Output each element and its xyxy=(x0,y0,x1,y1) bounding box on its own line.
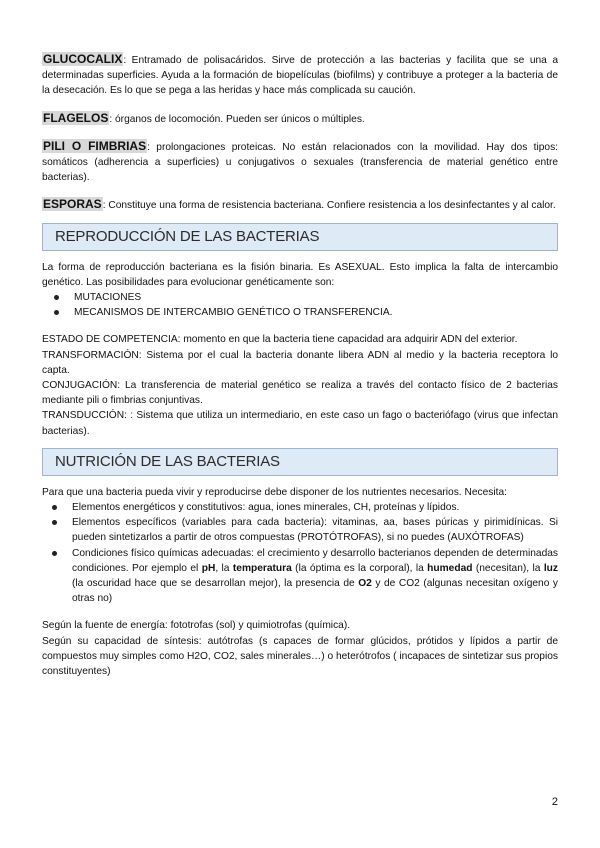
term-flagelos: FLAGELOS xyxy=(43,110,109,125)
text: y de CO2 (algunas necesitan oxígeno y otras no) xyxy=(72,578,558,605)
transduccion: TRANSDUCCIÓN: : Sistema que utiliza un intermediario, en este caso un fago o bacteriófago (virus que infectan bacterias). xyxy=(42,410,558,437)
definition-text: : Entramado de polisacáridos. Sirve de protección a las bacterias y facilita que se una a determinadas superficies. Ayuda a la formación de biopelículas (biofilms) y contribuye a proteger a la bacteria de la desecación. Es lo que se pega a las heridas y hace más complicada su caución. xyxy=(42,55,558,97)
text: (la óptima es la corporal), la xyxy=(291,562,428,574)
capacidad-sintesis: Según su capacidad de síntesis: autótrofas (s capaces de formar glúcidos, prótidos y lípidos a partir de compuestos muy simples como H2O, CO2, sales minerales…) o heterótrofos ( incapaces de sintetizar sus propios constituyentes) xyxy=(42,635,558,678)
text: (necesitan), la xyxy=(472,562,544,574)
bold-temperatura: temperatura xyxy=(232,562,292,574)
list-item: Elementos específicos (variables para cada bacteria): vitaminas, aa, bases púricas y pirimidínicas. Si pueden sintetizarlos a partir de otros compuestas (PROTÓTROFAS), si no puedes (AUXÓTROFAS) xyxy=(72,515,558,545)
transformacion: TRANSFORMACIÓN: Sistema por el cual la bacteria donante libera ADN al medio y la bacteria receptora lo capta. xyxy=(42,349,558,376)
definition-esporas xyxy=(42,197,558,213)
bold-ph: pH xyxy=(201,562,216,574)
term-glucocalix: GLUCOCALIX xyxy=(43,52,123,66)
reproduccion-list xyxy=(42,290,558,320)
definition-text: : Constituye una forma de resistencia bacteriana. Confiere resistencia a los desinfectantes y al calor. xyxy=(102,200,556,212)
definition-text: : órganos de locomoción. Pueden ser únicos o múltiples. xyxy=(109,113,365,125)
page-number: 2 xyxy=(551,796,558,808)
list-item-condiciones xyxy=(72,546,558,607)
document-page xyxy=(42,52,558,679)
nutricion-intro: Para que una bacteria pueda vivir y reproducirse debe disponer de los nutrientes necesarios. Necesita: xyxy=(42,486,507,498)
text: (la oscuridad hace que se desarrollan mejor), la presencia de xyxy=(72,578,359,590)
bold-luz: luz xyxy=(543,562,558,574)
definition-flagelos xyxy=(42,111,558,127)
definition-text: : prolongaciones proteicas. No están relacionados con la movilidad. Hay dos tipos: somáticos (adherencia a superficies) u conjugativos o sexuales (transferencia de material genético entre bacterias). xyxy=(42,141,559,184)
estado-competencia: ESTADO DE COMPETENCIA: momento en que la bacteria tiene capacidad ara adquirir ADN del exterior. xyxy=(42,334,518,346)
definition-glucocalix xyxy=(42,52,558,99)
nutricion-list xyxy=(42,500,558,606)
list-item: MUTACIONES xyxy=(74,290,558,305)
section-heading-reproduccion: REPRODUCCIÓN DE LAS BACTERIAS xyxy=(42,223,558,251)
conjugacion: CONJUGACIÓN: La transferencia de material genético se realiza a través del contacto físico de 2 bacterias mediante pili o fimbrias conjuntivas. xyxy=(42,380,558,407)
bold-o2: O2 xyxy=(358,578,372,590)
term-pili: PILI O FIMBRIAS xyxy=(43,138,147,153)
bold-humedad: humedad xyxy=(427,562,473,574)
reproduccion-intro: La forma de reproducción bacteriana es la fisión binaria. Es ASEXUAL. Esto implica la falta de intercambio genético. Las posibilidades para evolucionar genéticamente son: xyxy=(42,261,558,288)
term-esporas: ESPORAS xyxy=(43,197,102,212)
list-item: MECANISMOS DE INTERCAMBIO GENÉTICO O TRANSFERENCIA. xyxy=(74,305,558,320)
fuente-energia: Según la fuente de energía: fototrofas (sol) y quimiotrofas (química). xyxy=(42,620,351,632)
definition-pili xyxy=(42,139,558,186)
text: Condiciones físico químicas adecuadas: el crecimiento y desarrollo bacterianos dependen de determinadas condiciones. Por ejemplo el xyxy=(72,547,558,574)
text: , la xyxy=(215,562,233,574)
list-item: Elementos energéticos y constitutivos: agua, iones minerales, CH, proteínas y lípidos. xyxy=(72,500,558,515)
section-heading-nutricion: NUTRICIÓN DE LAS BACTERIAS xyxy=(42,448,558,476)
